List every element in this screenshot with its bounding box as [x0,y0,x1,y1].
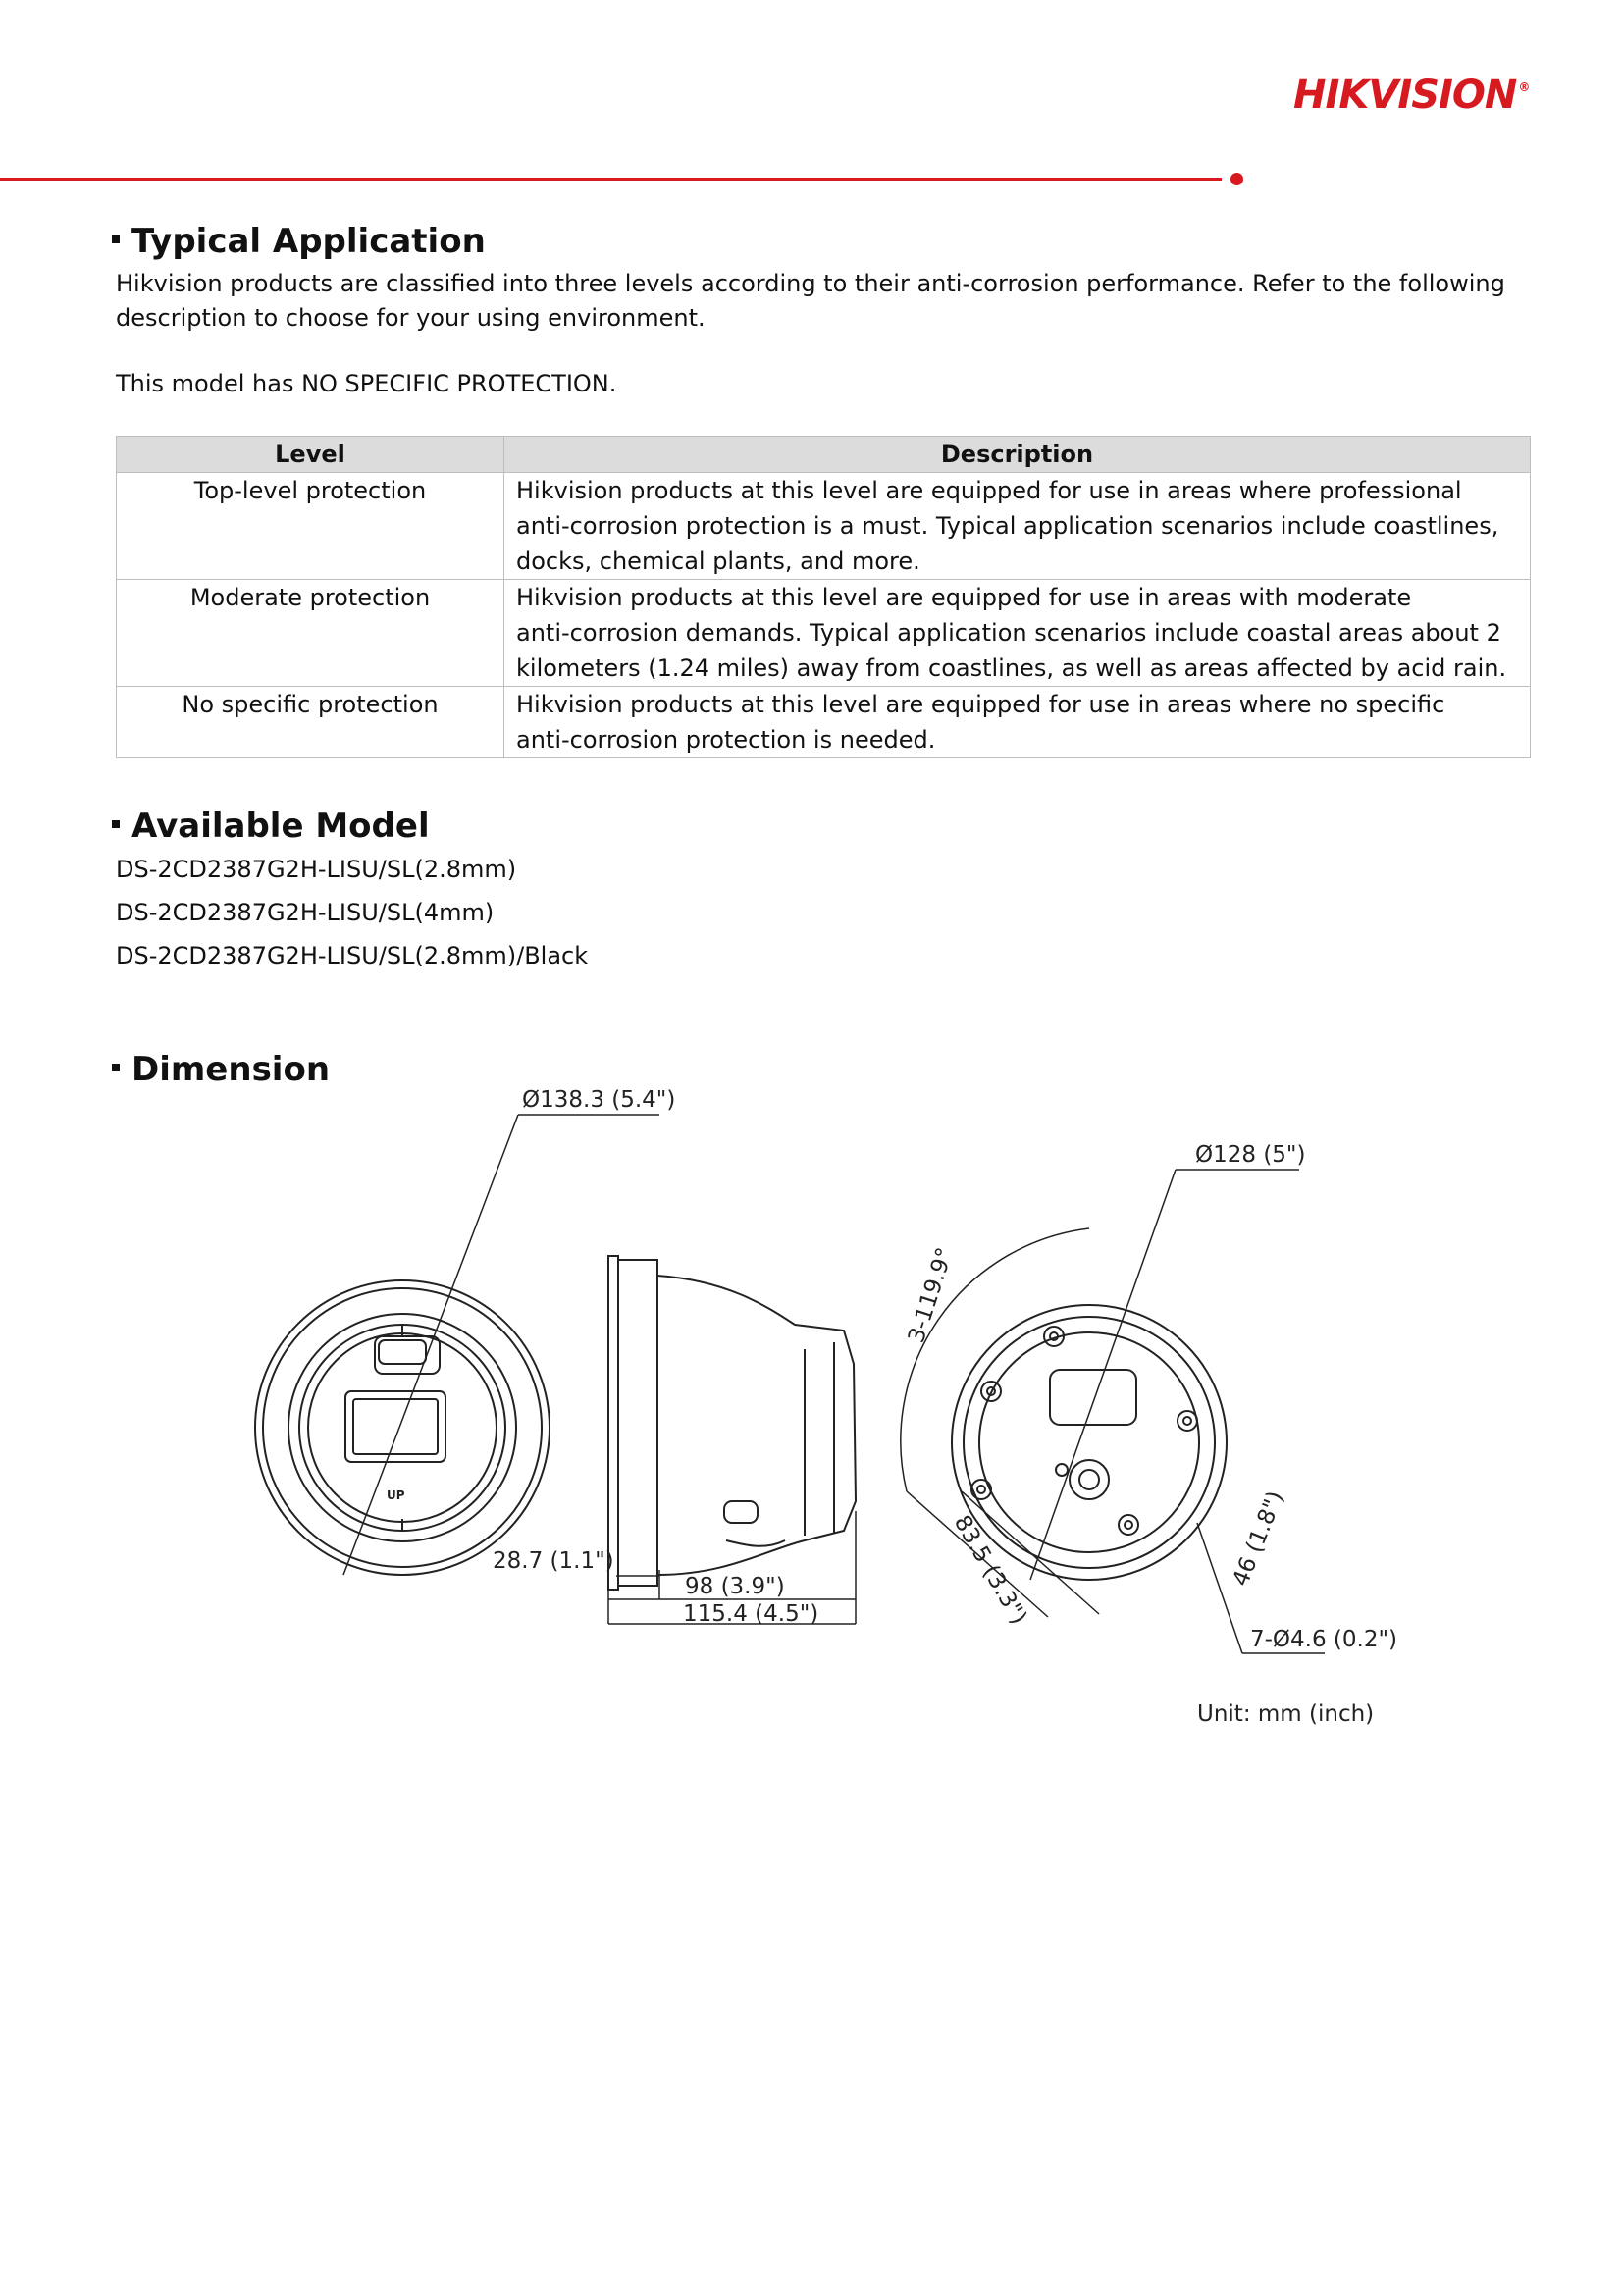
label-hole-spacing-2: 46 (1.8") [1228,1487,1289,1591]
section-title-typical-application [112,222,486,261]
side-view-drawing [608,1256,856,1590]
section-bullet [112,1064,120,1071]
level-cell: Top-level protection [117,473,504,580]
description-line: kilometers (1.24 miles) away from coastlines, as well as areas affected by acid rain. [516,654,1507,682]
logo-text-hik: HIK [1293,73,1369,118]
level-cell: Moderate protection [117,580,504,687]
hikvision-logo [1293,73,1529,118]
label-angle: 3-119.9° [903,1244,959,1346]
label-up-mark: UP [387,1488,405,1502]
table-row [117,580,1531,687]
label-depth-mid: 98 (3.9") [685,1574,785,1599]
base-view-drawing [952,1305,1227,1580]
label-depth-front: 28.7 (1.1") [493,1548,614,1574]
protection-levels-table [116,436,1531,758]
description-line: Hikvision products at this level are equipped for use in areas where professional [516,477,1462,504]
description-line: docks, chemical plants, and more. [516,548,920,575]
description-cell [504,580,1531,687]
model-item: DS-2CD2387G2H-LISU/SL(2.8mm)/Black [116,942,589,969]
label-depth-total: 115.4 (4.5") [683,1601,819,1627]
level-cell: No specific protection [117,687,504,758]
dimension-title: Dimension [131,1050,331,1089]
description-line: Hikvision products at this level are equipped for use in areas where no specific [516,691,1445,718]
typical-application-title: Typical Application [131,222,486,261]
section-bullet [112,820,120,828]
header-description: Description [504,437,1531,473]
available-model-title: Available Model [131,807,430,846]
dimension-drawing [216,1079,1413,1747]
protection-note: This model has NO SPECIFIC PROTECTION. [116,370,617,397]
table-row [117,687,1531,758]
header-divider-dot [1230,173,1243,185]
logo-text-vision: VISION [1368,73,1517,118]
description-cell [504,687,1531,758]
description-line: anti-corrosion protection is a must. Typical application scenarios include coastlines, [516,512,1499,540]
section-bullet [112,235,120,243]
model-item: DS-2CD2387G2H-LISU/SL(2.8mm) [116,856,517,883]
label-hole-spacing: 83.5 (3.3") [948,1511,1032,1630]
model-item: DS-2CD2387G2H-LISU/SL(4mm) [116,899,495,926]
intro-line-1: Hikvision products are classified into three levels according to their anti-corrosion performance. Refer to the following [116,270,1505,297]
header-level: Level [117,437,504,473]
description-line: Hikvision products at this level are equipped for use in areas with moderate [516,584,1412,611]
label-front-diameter: Ø138.3 (5.4") [522,1087,676,1113]
section-title-available-model [112,807,430,846]
registered-mark: ® [1518,80,1530,94]
table-row [117,473,1531,580]
header-divider [0,178,1222,181]
front-view-drawing [255,1280,550,1575]
label-mounting-holes: 7-Ø4.6 (0.2") [1250,1627,1398,1652]
description-line: anti-corrosion protection is needed. [516,726,936,754]
typical-application-intro [116,267,1505,336]
description-cell [504,473,1531,580]
intro-line-2: description to choose for your using environment. [116,304,706,332]
unit-note: Unit: mm (inch) [1197,1701,1375,1727]
description-line: anti-corrosion demands. Typical application scenarios include coastal areas about 2 [516,619,1501,647]
table-header-row [117,437,1531,473]
label-base-diameter: Ø128 (5") [1195,1142,1306,1168]
